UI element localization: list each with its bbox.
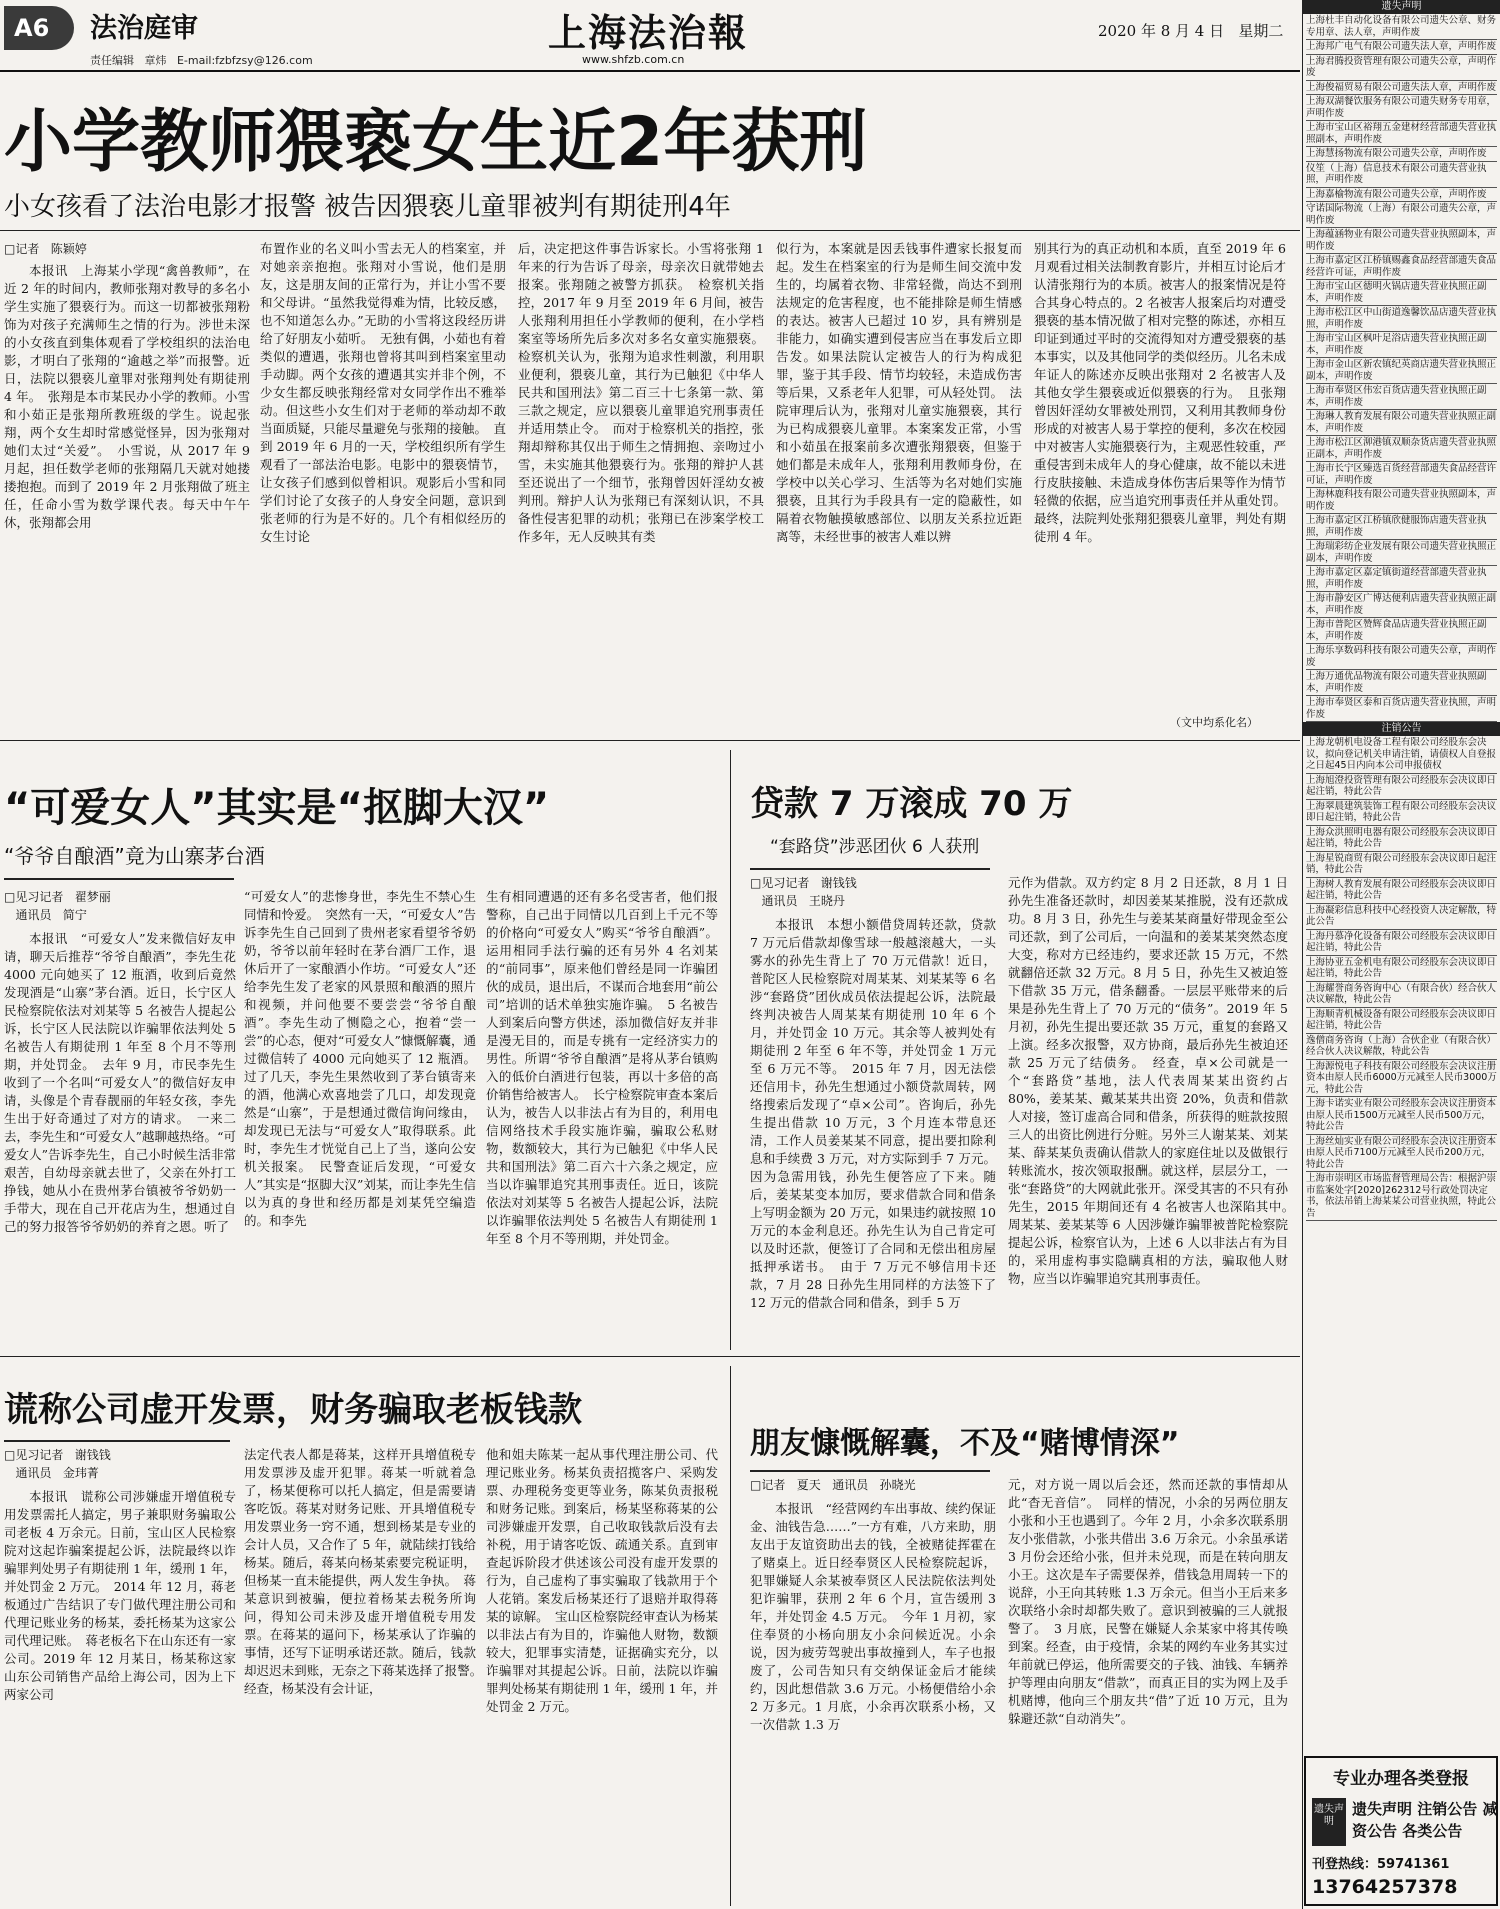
article2-column-3: 生有相同遭遇的还有多名受害者，他们报警称，自己出于同情以几百到上千元不等的价格向“可爱女人”购买“爷爷自酿酒”。运用相同手法行骗的还有另外 4 名刘某的“前同事”，原来他们曾经是同一诈骗团伙的成员，退出后，不谋而合地套用“前公司”培训的话术单独实施诈骗。 5 名被告人到案后向警方供述，添加微信好友并非是漫无目的，而是专挑有一定经济实力的男性。所谓“爷爷自酿酒”是将从茅台镇购入的低价白酒进行包装，再以十多倍的高价销售给被害人。 长宁检察院审查本案后认为，被告人以非法占有为目的，利用电信网络技术手段实施诈骗，骗取公私财物，数额较大，其行为已触犯《中华人民共和国刑法》第二百六十六条之规定，应当以诈骗罪追究其刑事责任。近日，该院依法对刘某等 5 名被告人提起公诉，法院以诈骗罪依法判处 5 名被告人有期徒刑 1 年至 8 个月不等刑期，并处罚金。: [486, 889, 718, 1246]
notice-item: 上海丝灿实业有限公司经股东会决议注册资本由原人民币7100万元减至人民币200万元，特此公告: [1306, 1135, 1497, 1173]
notice-item: 上海市嘉定区嘉定镇街道经营部遗失营业执照，声明作废: [1306, 566, 1497, 592]
notice-item: 上海万通优品物流有限公司遗失营业执照副本，声明作废: [1306, 670, 1497, 696]
section-name: 法治庭审: [90, 13, 198, 44]
notice-item: 上海市宝山区裕翔五金建材经营部遗失营业执照副本，声明作废: [1306, 121, 1497, 147]
page-number: A6: [4, 6, 74, 50]
article2-subheadline: “爷爷自酿酒”竟为山寨茅台酒: [4, 844, 265, 868]
ad-services: 遗失声明 注销公告 减资公告 各类公告: [1352, 1800, 1498, 1840]
article2-byline-rule: [4, 878, 234, 880]
lead-byline: □记者 陈颖婷: [4, 242, 87, 256]
notice-item: 仪笙（上海）信息技术有限公司遗失营业执照，声明作废: [1306, 162, 1497, 188]
notice-item: 上海市奉贤区泰和百货店遗失营业执照，声明作废: [1306, 696, 1497, 722]
notice-item: 上海林鹿科技有限公司遗失营业执照副本，声明作废: [1306, 488, 1497, 514]
notice-item: 上海杜丰自动化设备有限公司遗失公章、财务专用章、法人章，声明作废: [1306, 14, 1497, 40]
notice-item: 上海瑞彩纺企业发展有限公司遗失营业执照正副本，声明作废: [1306, 540, 1497, 566]
ad-mobile[interactable]: 13764257378: [1312, 1876, 1458, 1898]
article2-column-2: “可爱女人”的悲惨身世，李先生不禁心生同情和怜爱。 突然有一天，“可爱女人”告诉李先生自己回到了贵州老家看望爷爷奶奶，爷爷以前年轻时在茅台酒厂工作，退休后开了一家酿酒小作坊。“可爱女人”还给李先生发了老家的风景照和酿酒的照片和视频，并问他要不要尝尝“爷爷自酿酒”。李先生动了恻隐之心，抱着“尝一尝”的心态，便对“可爱女人”慷慨解囊，通过微信转了 4000 元向她买了 12 瓶酒。过了几天，李先生果然收到了茅台镇寄来的酒，他满心欢喜地尝了几口，却发现竟然是“山寨”，于是想通过微信询问缘由，却发现已无法与“可爱女人”取得联系。此时，李先生才恍觉自己上了当，遂向公安机关报案。 民警查证后发现，“可爱女人”其实是“抠脚大汉”刘某，而让李先生信以为真的身世和经历都是刘某凭空编造的。和李先: [244, 889, 476, 1228]
notice-item: 上海旭澄投资管理有限公司经股东会决议即日起注销，特此公告: [1306, 774, 1497, 800]
ad-box: [1304, 1756, 1498, 1906]
article4-byline-rule: [4, 1440, 230, 1442]
notice-item: 上海星锐商贸有限公司经股东会决议即日起注销，特此公告: [1306, 852, 1497, 878]
notice-item: 上海市宝山区德明火锅店遗失营业执照正副本，声明作废: [1306, 280, 1497, 306]
article4-byline: □见习记者 谢钱钱 通讯员 金玮菁: [4, 1448, 111, 1480]
article3-byline-rule: [750, 868, 990, 870]
lead-headline: 小学教师猥亵女生近2年获刑: [4, 103, 868, 182]
lead-column-3: 后，决定把这件事告诉家长。小雪将张翔 1 年来的行为告诉了母亲，母亲次日就带她去报案。张翔随之被警方抓获。 检察机关指控，2017 年 9 月至 2019 年 6 月间，被告人张翔利用担任小学教师的便利，在小学档案室等场所先后多次对多名女童实施猥亵。检察机关认为，张翔为追求性刺激，利用职业便利，猥亵儿童，其行为已触犯《中华人民共和国刑法》第二百三十七条第一款、第三款之规定，应以猥亵儿童罪追究刑事责任并适用禁止令。 而对于检察机关的指控，张翔却辩称其仅出于师生之情拥抱、亲吻过小雪，未实施其他猥亵行为。张翔的辩护人甚至还说出了一个细节，张翔曾因奸淫幼女被判刑。辩护人认为张翔已有深刻认识，不具备性侵害犯罪的动机；张翔已在涉案学校工作多年，无人反映其有类: [518, 241, 764, 544]
article2-column-1: 本报讯 “可爱女人”发来微信好友申请，聊天后推荐“爷爷自酿酒”，李先生花 4000 元向她买了 12 瓶酒，收到后竟然发现酒是“山寨”茅台酒。近日，长宁区人民检察院依法对刘某等 5 名被告人提起公诉，长宁区人民法院以诈骗罪依法判处 5 名被告人有期徒刑 1 年至 8 个月不等刑期，并处罚金。 去年 9 月，市民李先生收到了一个名叫“可爱女人”的微信好友申请，头像是个青春靓丽的年轻女孩，李先生出于好奇通过了对方的请求。 一来二去，李先生和“可爱女人”越聊越热络。“可爱女人”告诉李先生，自己小时候生活非常艰苦，自幼母亲就去世了，父亲在外打工挣钱，她从小在贵州茅台镇被爷爷奶奶一手带大，现在自己开花店为生，想通过自己的努力报答爷爷奶奶的养育之恩。听了: [4, 931, 236, 1234]
column-divider-bottom: [730, 1366, 731, 1906]
lost-notices-header: 遗失声明: [1303, 0, 1500, 14]
article3-headline: 贷款 7 万滚成 70 万: [750, 784, 1073, 824]
notice-item: 上海市松江区中山街道逸馨饮品店遗失营业执照，声明作废: [1306, 306, 1497, 332]
lead-column-4: 似行为，本案就是因丢钱事件遭家长报复而起。发生在档案室的行为是师生间交流中发生的，均属着衣物、非常轻微，尚达不到刑法规定的危害程度，也不能排除是师生情感的表达。被害人已超过 10 岁，具有辨别是非能力，如确实遭到侵害应当在事发后立即告发。如果法院认定被告人的行为构成犯罪，鉴于其手段、情节均较轻，未造成伤害等后果，又系老年人犯罪，可从轻处罚。 法院审理后认为，张翔对儿童实施猥亵，其行为已构成猥亵儿童罪。本案案发正常，小雪和小茹虽在报案前多次遭张翔猥亵，但鉴于她们都是未成年人，张翔利用教师身份，在学校中以关心学习、生活等为名对她们实施猥亵，且其行为手段具有一定的隐蔽性，如隔着衣物触摸敏感部位、以朋友关系拉近距离等，未经世事的被害人难以辨: [776, 241, 1022, 544]
notice-item: 上海双湖餐饮服务有限公司遗失财务专用章，声明作废: [1306, 95, 1497, 121]
notice-item: 上海嘉榆物流有限公司遗失公章，声明作废: [1306, 188, 1497, 203]
article3-column-1: 本报讯 本想小额借贷周转还款，贷款 7 万元后借款却像雪球一般越滚越大，一头雾水的孙先生背上了 70 万元借款！近日，普陀区人民检察院对周某某、刘某某等 6 名涉“套路贷”团伙成员依法提起公诉，法院最终判决被告人周某某有期徒刑 10 年 6 个月，并处罚金 10 万元。其余等人被判处有期徒刑 2 年至 6 年不等，并处罚金 1 万元至 6 万元不等。 2015 年 7 月，因无法偿还信用卡，孙先生想通过小额贷款周转，网络搜索后发现了“卓×公司”。咨询后，孙先生提出借款 10 万元，3 个月连本带息还清，工作人员姜某某不同意，提出要扣除利息和手续费 3 万元，对方实际到手 7 万元。因为急需用钱，孙先生便答应了下来。随后，姜某某变本加厉，要求借款合同和借条上写明金额为 20 万元，如果违约就按照 10 万元的本金利息还。孙先生认为自己肯定可以及时还款，便签订了合同和无偿出租房屋抵押承诺书。 由于 7 万元不够信用卡还款，7 月 28 日孙先生用同样的方法签下了 12 万元的借款合同和借条，到手 5 万: [750, 917, 996, 1310]
notice-item: 上海慧扬物流有限公司遗失公章，声明作废: [1306, 147, 1497, 162]
ad-phone[interactable]: 刊登热线：59741361: [1312, 1857, 1450, 1872]
lead-column-2: 布置作业的名义叫小雪去无人的档案室，并对她亲亲抱抱。张翔对小雪说，他们是朋友，这是朋友间的正常行为，并让小雪不要和父母讲。“虽然我觉得难为情，比较反感，也不知道怎么办。”无助的小雪将这段经历讲给了好朋友小茹听。 无独有偶，小茹也有着类似的遭遇，张翔也曾将其叫到档案室里动手动脚。两个女孩的遭遇其实并非个例，不少女生都反映张翔经常对女同学作出不雅举动。但这些小女生们对于老师的举动却不敢当面质疑，只能尽量避免与张翔的接触。 直到 2019 年 6 月的一天，学校组织所有学生观看了一部法治电影。电影中的猥亵情节，让女孩子们感到似曾相识。观影后小雪和同学们讨论了女孩子的人身安全问题，意识到张老师的行为是不好的。几个有相似经历的女生讨论: [260, 241, 506, 544]
cancellation-notices-header: 注销公告: [1303, 722, 1500, 736]
middle-bottom-rule: [0, 1356, 1300, 1357]
issue-date: 2020 年 8 月 4 日 星期二: [1098, 22, 1284, 40]
lost-notices-list: [1303, 14, 1500, 722]
article2-byline: □见习记者 翟梦丽 通讯员 简宁: [4, 890, 111, 922]
notice-item: 上海市嘉定区江桥镇欣健服饰店遗失营业执照，声明作废: [1306, 514, 1497, 540]
notice-item: 上海市静安区广博达便利店遗失营业执照正副本，声明作废: [1306, 592, 1497, 618]
notice-item: 上海乐享数码科技有限公司遗失公章，声明作废: [1306, 644, 1497, 670]
notice-item: 上海蕴涵物业有限公司遗失营业执照副本，声明作废: [1306, 228, 1497, 254]
article4-column-1: 本报讯 谎称公司涉嫌虚开增值税专用发票需托人搞定，男子兼职财务骗取公司老板 4 万余元。日前，宝山区人民检察院对这起诈骗案提起公诉，法院最终以诈骗罪判处男子有期徒刑 1 年，缓刑 1 年，并处罚金 2 万元。 2014 年 12 月，蒋老板通过广告结识了专门做代理注册公司和代理记账业务的杨某，委托杨某为这家公司代理记账。 蒋老板名下在山东还有一家公司。2019 年 12 月某日，杨某称这家山东公司销售产品给上海公司，因为上下两家公司: [4, 1489, 236, 1702]
notice-item: 逸僧商务咨询（上海）合伙企业（有限合伙）经合伙人决议解散，特此公告: [1306, 1034, 1497, 1060]
notice-item: 上海源悦电子科技有限公司经股东会决议注册资本由原人民币6000万元减至人民币3000万元，特此公告: [1306, 1060, 1497, 1098]
article4-column-2: 法定代表人都是蒋某，这样开具增值税专用发票涉及虚开犯罪。蒋某一听就着急了，杨某便称可以托人搞定，但是需要请客吃饭。蒋某对财务记账、开具增值税专用发票业务一窍不通，想到杨某是专业的会计人员，又合作了 5 年，就陆续打钱给杨某。随后，蒋某向杨某索要完税证明，但杨某一直未能提供，两人发生争执。 蒋某意识到被骗，便拉着杨某去税务所询问，得知公司未涉及虚开增值税专用发票。在蒋某的逼问下，杨某承认了诈骗的事情，还写下证明承诺还款。随后，钱款却迟迟未到账，无奈之下蒋某选择了报警。 经查，杨某没有会计证，: [244, 1447, 489, 1696]
notice-item: 上海君腾投资管理有限公司遗失公章，声明作废: [1306, 55, 1497, 81]
article5-byline: □记者 夏天 通讯员 孙晓光: [750, 1478, 916, 1492]
article4-headline: 谎称公司虚开发票，财务骗取老板钱款: [4, 1390, 582, 1430]
notice-item: 上海耀誉商务咨询中心（有限合伙）经合伙人决议解散，特此公告: [1306, 982, 1497, 1008]
classifieds-sidebar: [1302, 0, 1500, 1909]
article5-byline-rule: [750, 1470, 990, 1472]
notice-item: 上海市崇明区市场监督管理局公告：根据沪崇市监案处字[2020]262312号行政处罚决定书，依法吊销上海某某公司营业执照，特此公告: [1306, 1172, 1497, 1221]
lead-rule: [0, 230, 1300, 231]
notice-item: 上海市奉贤区伟宏百货店遗失营业执照正副本，声明作废: [1306, 384, 1497, 410]
article2-headline: “可爱女人”其实是“抠脚大汉”: [4, 785, 550, 831]
notice-item: 上海市宝山区枫叶足浴店遗失营业执照正副本，声明作废: [1306, 332, 1497, 358]
ad-seal-icon: 遗失声明: [1312, 1798, 1346, 1846]
notice-item: 上海市普陀区赞辉食品店遗失营业执照正副本，声明作废: [1306, 618, 1497, 644]
article3-byline: □见习记者 谢钱钱 通讯员 王晓丹: [750, 876, 857, 908]
lead-note: （文中均系化名）: [1170, 716, 1258, 729]
notice-item: 上海树人教育发展有限公司经股东会决议即日起注销，特此公告: [1306, 878, 1497, 904]
notice-item: 上海丹慕净化设备有限公司经股东会决议即日起注销，特此公告: [1306, 930, 1497, 956]
lead-bottom-rule: [0, 740, 1300, 741]
notice-item: 上海顺青机械设备有限公司经股东会决议即日起注销，特此公告: [1306, 1008, 1497, 1034]
notice-item: 上海市松江区泖港镇双顺杂货店遗失营业执照正副本，声明作废: [1306, 436, 1497, 462]
notice-item: 守诺国际物流（上海）有限公司遗失公章，声明作废: [1306, 202, 1497, 228]
newspaper-logo: 上海法治報: [548, 10, 749, 55]
ad-title: 专业办理各类登报: [1333, 1769, 1469, 1789]
masthead: [0, 0, 1300, 70]
notice-item: 上海邦广电气有限公司遗失法人章，声明作废: [1306, 40, 1497, 55]
lead-column-1: 本报讯 上海某小学现“禽兽教师”，在近 2 年的时间内，教师张翔对教导的多名小学生实施了猥亵行为。而这一切都被张翔粉饰为对孩子充满师生之情的行为。涉世未深的小女孩直到集体观看了学校组织的法治电影，才明白了张翔的“逾越之举”而报警。近日，法院以猥亵儿童罪对张翔判处有期徒刑 4 年。 张翔是本市某民办小学的教师。小雪和小茹正是张翔所教班级的学生。说起张翔，两个女生却时常感觉怪异，因为张翔对她们太过“关爱”。 小雪说，从 2017 年 9 月起，担任数学老师的张翔隔几天就对她搂搂抱抱。而到了 2019 年 2 月张翔做了班主任，任命小雪为数学课代表。每天中午午休，张翔都会用: [4, 263, 250, 530]
article5-column-2: 元，对方说一周以后会还，然而还款的事情却从此“杳无音信”。 同样的情况，小余的另两位朋友小张和小王也遇到了。今年 2 月，小余多次联系朋友小张借款，小张共借出 3.6 万余元。小余虽承诺 3 月份会还给小张，但并未兑现，而是在转向朋友小王。这次是车子需要保养，借钱急用周转一下的说辞，小王向其转账 1.3 万余元。但当小王后来多次联络小余时却都失败了。意识到被骗的三人就报警了。 3 月底，民警在嫌疑人余某家中将其传唤到案。经查，由于疫情，余某的网约车业务其实过年前就已停运，他所需要交的子钱、油钱、车辆养护等理由向朋友“借款”，而真正目的实为网上及手机赌博，他向三个朋友共“借”了近 10 万元，且为躲避还款“自动消失”。: [1008, 1477, 1288, 1726]
column-divider: [730, 750, 731, 1350]
article5-headline: 朋友慷慨解囊，不及“赌博情深”: [750, 1426, 1180, 1461]
lead-subheadline: 小女孩看了法治电影才报警 被告因猥亵儿童罪被判有期徒刑4年: [4, 192, 731, 222]
notice-item: 上海翠晨建筑装饰工程有限公司经股东会决议即日起注销，特此公告: [1306, 800, 1497, 826]
notice-item: 上海市长宁区臻选百货经营部遗失食品经营许可证，声明作废: [1306, 462, 1497, 488]
cancellation-notices-list: [1303, 736, 1500, 1060]
notice-item: 上海琳人教育发展有限公司遗失营业执照正副本，声明作废: [1306, 410, 1497, 436]
article5-column-1: 本报讯 “经营网约车出事故、续约保证金、油钱告急……”一方有难，八方来助，朋友出于友谊资助出去的钱，全被赌徒挥霍在了赌桌上。近日经奉贤区人民检察院起诉，犯罪嫌疑人余某被奉贤区人民法院依法判处犯诈骗罪，获刑 2 年 6 个月，宣告缓刑 3 年，并处罚金 4.5 万元。 今年 1 月初，家住奉贤的小杨向朋友小余问候近况。小余说，因为疲劳驾驶出事故撞到人，车子也报废了，公司告知只有交纳保证金后才能续约，因此想借款 3.6 万元。小杨便借给小余 2 万多元。1 月底，小余再次联系小杨，又一次借款 1.3 万: [750, 1501, 996, 1732]
capital-reduction-notices-list: [1303, 1060, 1500, 1222]
editor-line: 责任编辑 章炜 E-mail:fzbfzsy@126.com: [90, 54, 313, 67]
notice-item: 上海众洪照明电器有限公司经股东会决议即日起注销，特此公告: [1306, 826, 1497, 852]
article3-subheadline: “套路贷”涉恶团伙 6 人获刑: [770, 837, 980, 857]
article3-column-2: 元作为借款。双方约定 8 月 2 日还款，8 月 1 日孙先生准备还款时，却因姜某某推脱，没有还款成功。8 月 3 日，孙先生与姜某某商量好带现金至公司还款，到了公司后，一向温和的姜某某突然态度大变，称对方已经违约，要求还款 15 万元，不然就翻倍还款 32 万元。8 月 5 日，孙先生又被迫签下借款 35 万元，借条翻番。一层层平账带来的后果是孙先生背上了 70 万元的“债务”。2019 年 5 月初，孙先生提出要还款 35 万元，重复的套路又上演。经多次报警，双方协商，最后孙先生被迫还款 25 万元了结债务。 经查，卓×公司就是一个“套路贷”基地，法人代表周某某出资约占 80%，姜某某、戴某某共出资 20%，负责和借款人对接，签订虚高合同和借条，所获得的赃款按照三人的出资比例进行分赃。另外三人谢某某、刘某某、薛某某负责确认借款人的家庭住址以及做银行转账流水，按次领取报酬。就这样，层层分工，一张“套路贷”的大网就此张开。深受其害的不只有孙先生，2015 年期间还有 4 名被害人也深陷其中。 周某某、姜某某等 6 人因涉嫌诈骗罪被普陀检察院提起公诉，检察官认为，上述 6 人以非法占有为目的，采用虚构事实隐瞒真相的方法，骗取他人财物，应当以诈骗罪追究其刑事责任。: [1008, 875, 1301, 1286]
notice-item: 上海市嘉定区江桥镇赐鑫食品经营部遗失食品经营许可证，声明作废: [1306, 254, 1497, 280]
article4-column-3: 他和姐夫陈某一起从事代理注册公司、代理记账业务。杨某负责招揽客户、采购发票、办理税务变更等业务，陈某负责报税和财务记账。到案后，杨某坚称蒋某的公司涉嫌虚开发票，自己收取钱款后没有去补税，用于请客吃饭、疏通关系。直到审查起诉阶段才供述该公司没有虚开发票的行为，自己虚构了事实骗取了钱款用于个人花销。案发后杨某还行了退赔并取得蒋某的谅解。 宝山区检察院经审查认为杨某以非法占有为目的，诈骗他人财物，数额较大，犯罪事实清楚，证据确实充分，以诈骗罪对其提起公诉。日前，法院以诈骗罪判处杨某有期徒刑 1 年，缓刑 1 年，并处罚金 2 万元。: [486, 1447, 718, 1714]
notice-item: 上海凝彩信息科技中心经投资人决定解散，特此公告: [1306, 904, 1497, 930]
masthead-rule: [0, 70, 1300, 72]
notice-item: 上海俊福贸易有限公司遗失法人章，声明作废: [1306, 81, 1497, 96]
newspaper-url[interactable]: www.shfzb.com.cn: [582, 53, 685, 66]
notice-item: 上海市金山区新农镇纪英商店遗失营业执照正副本，声明作废: [1306, 358, 1497, 384]
lead-column-5: 别其行为的真正动机和本质，直至 2019 年 6 月观看过相关法制教育影片，并相互讨论后才认清张翔行为的本质。被害人的报案情况是符合其身心特点的。2 名被害人报案后均对遭受猥亵的基本情况做了相对完整的陈述，亦相互印证到通过平时的交流得知对方遭受猥亵的基本事实，以及其他同学的类似经历。儿名未成年证人的陈述亦反映出张翔对 2 名被害人及其他女学生猥亵或近似猥亵的行为。 且张翔曾因奸淫幼女罪被处刑罚，又利用其教师身份形成的对被害人易于掌控的便利，多次在校园中对被害人实施猥亵行为，主观恶性较重，严重侵害到未成年人的身心健康，故不能以未进行皮肤接触、未造成身体伤害后果等作为情节轻微的依据，应当追究刑事责任并从重处罚。最终，法院判处张翔犯猥亵儿童罪，判处有期徒刑 4 年。: [1034, 241, 1286, 544]
notice-item: 上海卡诺实业有限公司经股东会决议注册资本由原人民币1500万元减至人民币500万元，特此公告: [1306, 1097, 1497, 1135]
notice-item: 上海龙朝机电设备工程有限公司经股东会决议，拟向登记机关申请注销，请债权人自登报之日起45日内向本公司申报债权: [1306, 736, 1497, 774]
notice-item: 上海协亚五金机电有限公司经股东会决议即日起注销，特此公告: [1306, 956, 1497, 982]
